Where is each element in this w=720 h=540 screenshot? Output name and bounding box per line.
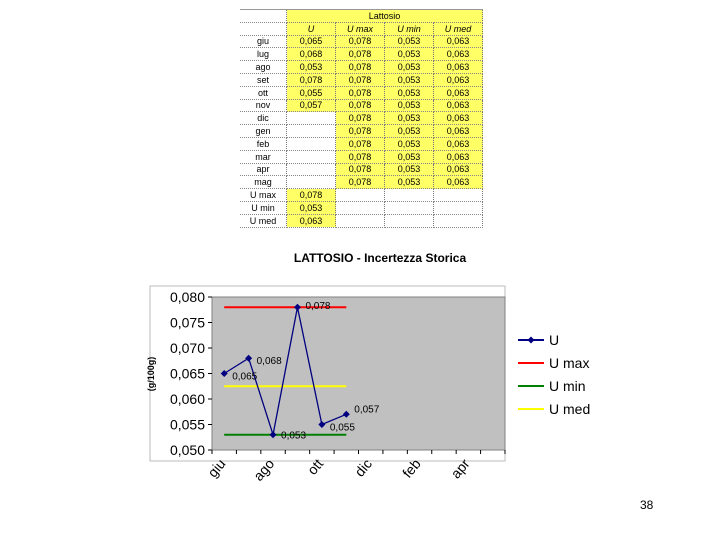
summary-value: 0,063 <box>287 214 336 227</box>
table-row-label: nov <box>240 99 287 112</box>
table-row-label: feb <box>240 137 287 150</box>
data-label: 0,068 <box>256 356 282 368</box>
table-cell: 0,063 <box>434 112 483 125</box>
table-cell: 0,078 <box>336 137 385 150</box>
y-tick-label: 0,075 <box>169 314 205 331</box>
table-cell: 0,053 <box>385 99 434 112</box>
table-cell: 0,078 <box>336 48 385 61</box>
table-cell: 0,057 <box>287 99 336 112</box>
table-cell: 0,053 <box>385 112 434 125</box>
legend-label: U min <box>549 378 586 394</box>
x-tick-label: apr <box>447 455 473 482</box>
table-cell: 0,078 <box>336 61 385 74</box>
table-cell: 0,063 <box>434 137 483 150</box>
table-row-label: dic <box>240 112 287 125</box>
legend-label: U med <box>549 401 591 417</box>
table-cell: 0,063 <box>434 99 483 112</box>
x-tick-label: feb <box>399 455 424 481</box>
table-cell: 0,078 <box>336 73 385 86</box>
x-tick-label: ott <box>303 455 327 478</box>
table-row-label: gen <box>240 125 287 138</box>
table-header-cell: U <box>287 22 336 35</box>
summary-value: 0,053 <box>287 201 336 214</box>
table-cell: 0,078 <box>336 176 385 189</box>
table-cell: 0,053 <box>385 73 434 86</box>
data-label: 0,055 <box>329 422 355 434</box>
data-label: 0,053 <box>281 430 307 442</box>
table-cell: 0,053 <box>385 163 434 176</box>
data-label: 0,057 <box>354 404 380 416</box>
y-tick-label: 0,080 <box>169 289 205 305</box>
table-row-label: ott <box>240 86 287 99</box>
data-label: 0,065 <box>232 371 258 383</box>
legend <box>518 332 590 417</box>
slide-number: 38 <box>640 498 654 512</box>
legend-marker <box>528 337 535 344</box>
y-axis-label: (g/100g) <box>146 356 156 392</box>
legend-label: U max <box>549 355 590 371</box>
table-row-label: ago <box>240 61 287 74</box>
table-header-cell: U min <box>385 22 434 35</box>
table-row-label: set <box>240 73 287 86</box>
summary-label: U min <box>240 201 287 214</box>
table-cell: 0,053 <box>385 176 434 189</box>
table-cell: 0,078 <box>287 73 336 86</box>
x-tick-label: ago <box>250 455 278 484</box>
table-header-cell: U med <box>434 22 483 35</box>
summary-label: U max <box>240 189 287 202</box>
x-tick-label: giu <box>204 455 229 481</box>
summary-value: 0,078 <box>287 189 336 202</box>
table-title: Lattosio <box>287 10 483 23</box>
table-cell: 0,078 <box>336 112 385 125</box>
table-cell: 0,078 <box>336 86 385 99</box>
table-cell: 0,053 <box>385 125 434 138</box>
table-cell: 0,053 <box>385 48 434 61</box>
table-cell: 0,063 <box>434 150 483 163</box>
table-row-label: giu <box>240 35 287 48</box>
table-cell: 0,053 <box>385 61 434 74</box>
table-cell: 0,065 <box>287 35 336 48</box>
legend-label: U <box>549 332 560 348</box>
table-cell: 0,078 <box>336 125 385 138</box>
table-row-label: mag <box>240 176 287 189</box>
data-label: 0,078 <box>305 301 331 313</box>
table-header-cell: U max <box>336 22 385 35</box>
table-cell: 0,068 <box>287 48 336 61</box>
table-cell: 0,063 <box>434 61 483 74</box>
table-cell: 0,063 <box>434 176 483 189</box>
table-cell: 0,063 <box>434 73 483 86</box>
table-cell: 0,078 <box>336 150 385 163</box>
table-cell: 0,078 <box>336 99 385 112</box>
y-tick-label: 0,055 <box>169 416 205 433</box>
table-cell: 0,053 <box>385 137 434 150</box>
table-cell: 0,053 <box>385 86 434 99</box>
summary-label: U med <box>240 214 287 227</box>
chart-title: LATTOSIO - Incertezza Storica <box>293 251 467 265</box>
y-tick-label: 0,065 <box>169 365 205 382</box>
table-cell: 0,053 <box>385 35 434 48</box>
table-cell: 0,078 <box>336 163 385 176</box>
y-tick-label: 0,070 <box>169 340 205 356</box>
y-tick-label: 0,060 <box>169 391 205 407</box>
table-cell: 0,063 <box>434 86 483 99</box>
table-cell: 0,053 <box>287 61 336 74</box>
table-cell: 0,063 <box>434 35 483 48</box>
table-row-label: lug <box>240 48 287 61</box>
table-cell: 0,055 <box>287 86 336 99</box>
x-tick-label: dic <box>351 455 376 480</box>
table-cell: 0,063 <box>434 163 483 176</box>
table-row-label: apr <box>240 163 287 176</box>
table-row-label: mar <box>240 150 287 163</box>
table-cell: 0,063 <box>434 125 483 138</box>
table-cell: 0,078 <box>336 35 385 48</box>
y-tick-label: 0,050 <box>169 442 205 458</box>
table-cell: 0,053 <box>385 150 434 163</box>
table-cell: 0,063 <box>434 48 483 61</box>
